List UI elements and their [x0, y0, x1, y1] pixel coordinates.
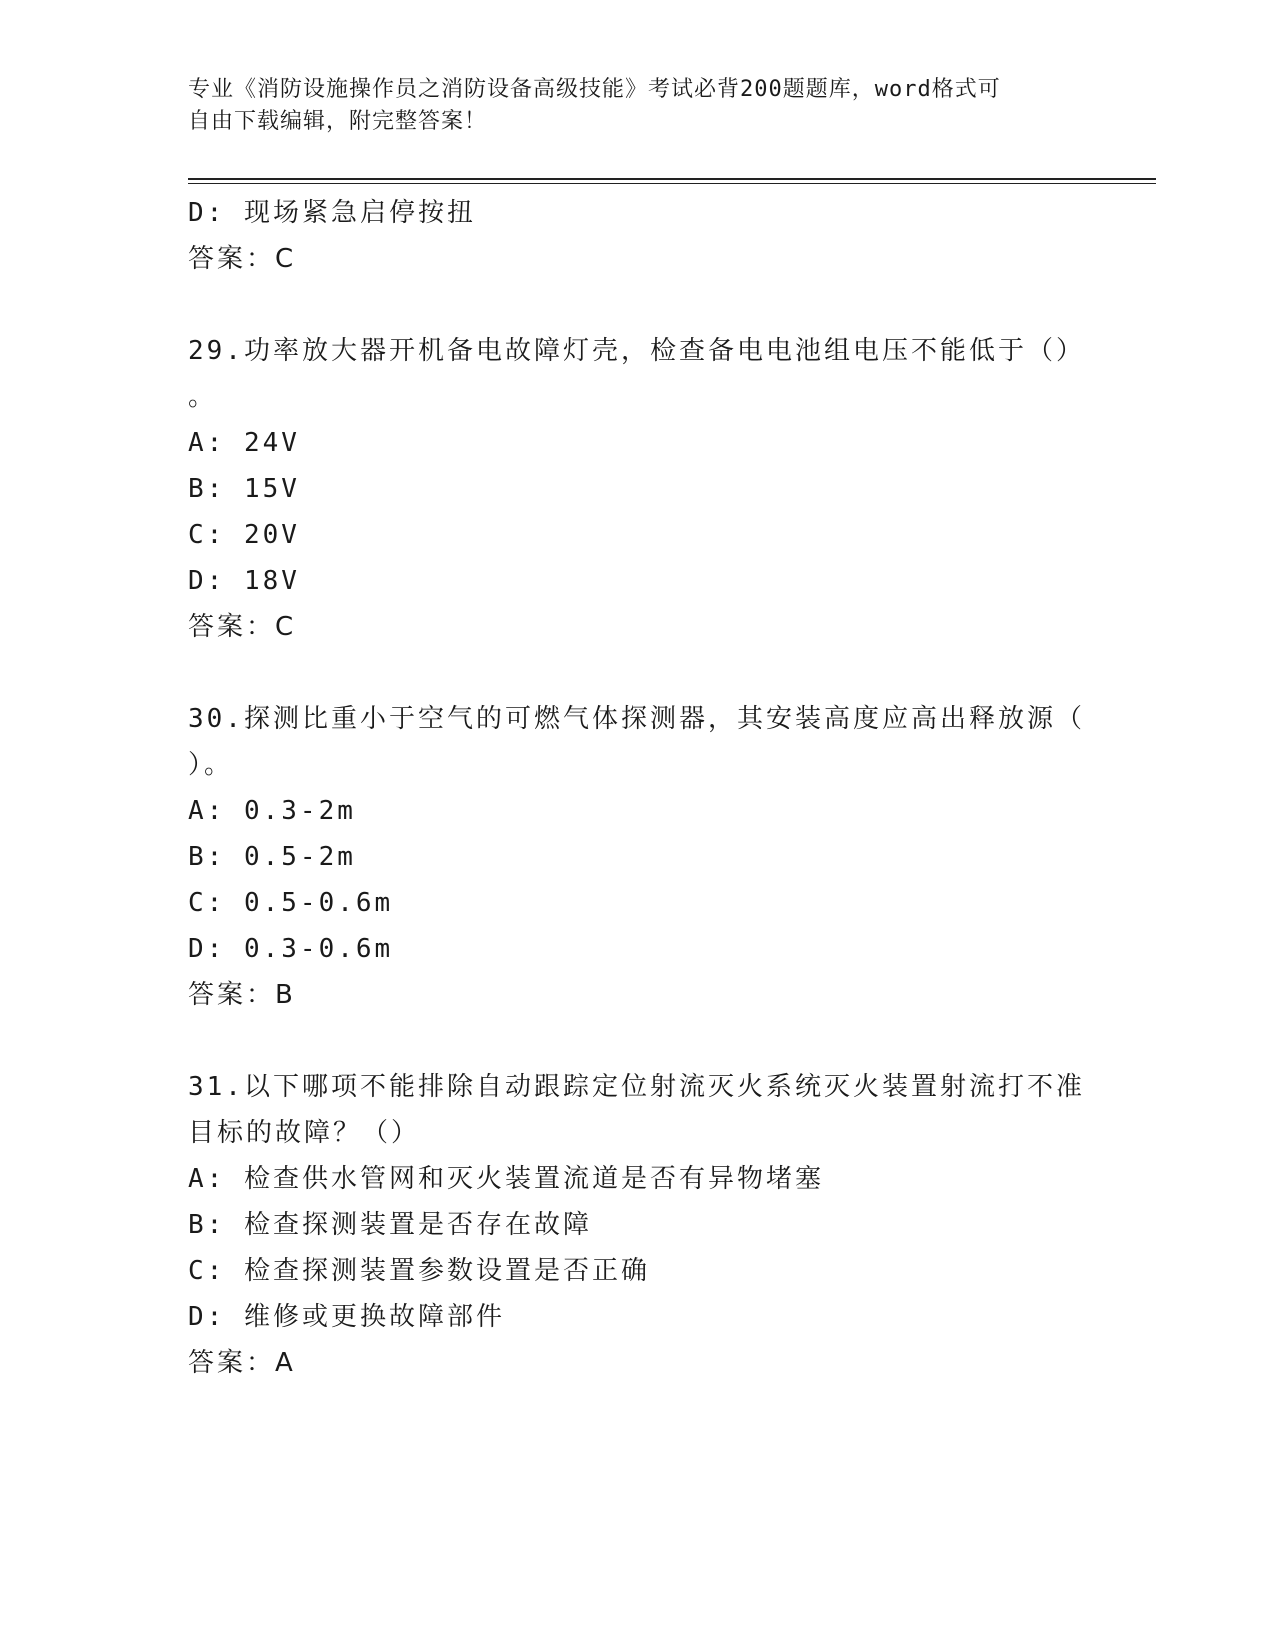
question-29	[188, 328, 1088, 650]
question-stem-line-2: 。	[188, 382, 218, 412]
question-stem-line-2: ）。	[188, 750, 234, 780]
option-c: C: 20V	[188, 520, 300, 550]
question-list	[188, 190, 1088, 1386]
answer-line: 答案：C	[188, 612, 297, 642]
document-header	[188, 74, 1088, 138]
question-stem-line-1: 30.探测比重小于空气的可燃气体探测器，其安装高度应高出释放源（	[188, 704, 1085, 734]
question-stem-line-2: 目标的故障？（）	[188, 1118, 421, 1148]
question-stem-line-1: 31.以下哪项不能排除自动跟踪定位射流灭火系统灭火装置射流打不准	[188, 1072, 1085, 1102]
option-a: A: 24V	[188, 428, 300, 458]
answer-line: 答案：C	[188, 244, 297, 274]
option-d: D: 18V	[188, 566, 300, 596]
option-b: B: 检查探测装置是否存在故障	[188, 1210, 592, 1240]
header-divider-thin	[188, 183, 1156, 184]
answer-line: 答案：B	[188, 980, 296, 1010]
header-line-2: 自由下载编辑，附完整答案！	[188, 109, 488, 134]
option-b: B: 0.5-2m	[188, 842, 356, 872]
question-stem-line-1: 29.功率放大器开机备电故障灯壳，检查备电电池组电压不能低于（）	[188, 336, 1085, 366]
previous-question-tail	[188, 190, 1088, 282]
option-d: D: 维修或更换故障部件	[188, 1302, 505, 1332]
question-31	[188, 1064, 1088, 1386]
option-a: A: 0.3-2m	[188, 796, 356, 826]
option-d: D: 0.3-0.6m	[188, 934, 394, 964]
option-a: A: 检查供水管网和灭火装置流道是否有异物堵塞	[188, 1164, 824, 1194]
header-line-1: 专业《消防设施操作员之消防设备高级技能》考试必背200题题库，word格式可	[188, 77, 1001, 102]
header-divider-thick	[188, 178, 1156, 180]
option-b: B: 15V	[188, 474, 300, 504]
option-d: D: 现场紧急启停按扭	[188, 198, 476, 228]
option-c: C: 检查探测装置参数设置是否正确	[188, 1256, 650, 1286]
option-c: C: 0.5-0.6m	[188, 888, 394, 918]
question-30	[188, 696, 1088, 1018]
answer-line: 答案：A	[188, 1348, 296, 1378]
